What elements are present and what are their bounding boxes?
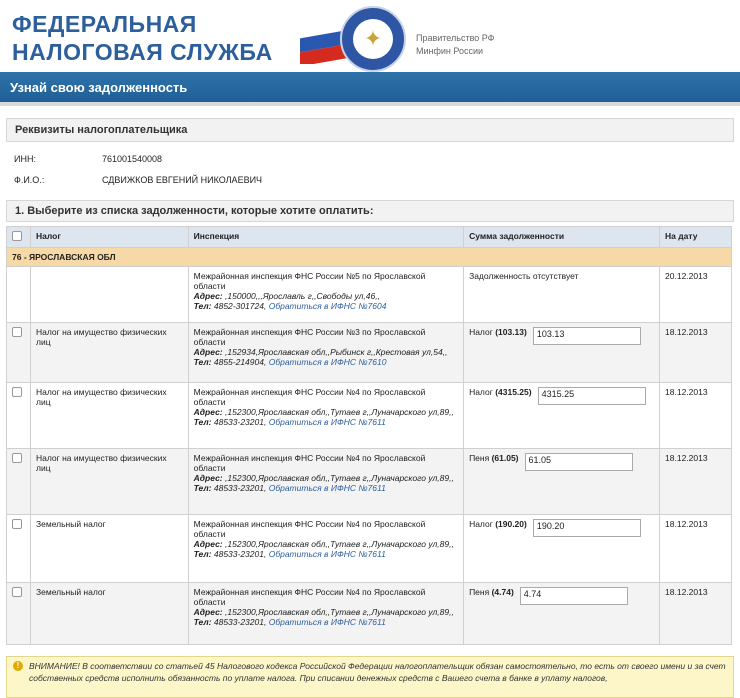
logo-line-2: НАЛОГОВАЯ СЛУЖБА: [12, 39, 273, 65]
region-label: 76 - ЯРОСЛАВСКАЯ ОБЛ: [7, 248, 732, 267]
col-header-tax: Налог: [30, 227, 188, 248]
checkbox-cell[interactable]: [7, 383, 31, 449]
phone-label: Тел:: [193, 301, 212, 311]
address-label: Адрес:: [193, 607, 223, 617]
inspection-phone: [194, 357, 458, 367]
contact-inspection-link[interactable]: Обратиться в ИФНС №7611: [268, 617, 386, 627]
amount-input[interactable]: 190.20: [533, 519, 641, 537]
sum-cell: [464, 383, 660, 449]
contact-inspection-link[interactable]: Обратиться в ИФНС №7610: [268, 357, 387, 367]
phone-label: Тел:: [193, 483, 212, 493]
sum-cell: [464, 449, 660, 515]
phone-value: 4855-214904,: [213, 357, 267, 367]
divider: [0, 102, 740, 106]
inspection-address: [194, 407, 458, 417]
address-value: ,150000,,,Ярославль г,,Свободы ул,46,,: [225, 291, 380, 301]
table-row: [7, 583, 732, 645]
inspection-cell: [188, 583, 463, 645]
tax-name: [30, 267, 188, 323]
date-cell: 18.12.2013: [660, 383, 732, 449]
phone-value: 48533-23201,: [213, 483, 267, 493]
sum-kind: Налог: [469, 327, 493, 337]
sum-value: (103.13): [495, 327, 527, 337]
table-row: [7, 449, 732, 515]
select-all-checkbox[interactable]: [12, 231, 22, 241]
sum-cell: [464, 583, 660, 645]
address-label: Адрес:: [193, 539, 223, 549]
inspection-address: [194, 347, 458, 357]
row-checkbox[interactable]: [12, 587, 22, 597]
sum-cell: [464, 267, 660, 323]
step-1-title: 1. Выберите из списка задолженности, которые хотите оплатить:: [15, 205, 374, 217]
inn-value: 761001540008: [102, 154, 163, 164]
inspection-cell: [188, 323, 463, 383]
address-value: ,152300,Ярославская обл,,Тутаев г,,Луначарского ул,89,,: [225, 407, 454, 417]
warning-icon: !: [13, 661, 23, 671]
requisites-header: [6, 118, 734, 142]
logo-line-1: ФЕДЕРАЛЬНАЯ: [12, 11, 197, 37]
inspection-phone: [194, 617, 458, 627]
inspection-name: Межрайонная инспекция ФНС России №4 по Ярославской области: [193, 453, 426, 473]
phone-value: 48533-23201,: [213, 549, 267, 559]
inspection-name: Межрайонная инспекция ФНС России №4 по Ярославской области: [193, 387, 426, 407]
contact-inspection-link[interactable]: Обратиться в ИФНС №7611: [268, 417, 386, 427]
amount-input[interactable]: 103.13: [533, 327, 641, 345]
phone-value: 4852-301724,: [213, 301, 267, 311]
site-header: [0, 0, 740, 70]
inspection-phone: [194, 417, 458, 427]
gov-link-government[interactable]: Правительство РФ: [416, 33, 495, 43]
col-header-inspection: Инспекция: [188, 227, 463, 248]
tax-name: Налог на имущество физических лиц: [30, 323, 188, 383]
amount-input[interactable]: 4.74: [520, 587, 628, 605]
gov-link-minfin[interactable]: Минфин России: [416, 46, 484, 56]
row-checkbox[interactable]: [12, 453, 22, 463]
address-value: ,152300,Ярославская обл,,Тутаев г,,Луначарского ул,89,,: [225, 607, 454, 617]
table-row: [7, 515, 732, 583]
inspection-name: Межрайонная инспекция ФНС России №3 по Ярославской области: [193, 327, 426, 347]
checkbox-cell[interactable]: [7, 583, 31, 645]
table-row: [7, 267, 732, 323]
page-title-bar: [0, 72, 740, 102]
select-all-cell[interactable]: [7, 227, 31, 248]
table-row: [7, 323, 732, 383]
tax-name: Земельный налог: [30, 583, 188, 645]
inspection-name: Межрайонная инспекция ФНС России №4 по Ярославской области: [193, 519, 426, 539]
sum-kind: Пеня: [469, 453, 490, 463]
tax-name: Налог на имущество физических лиц: [30, 449, 188, 515]
inspection-cell: [188, 515, 463, 583]
sum-value: (190.20): [495, 519, 527, 529]
sum-kind: Пеня: [469, 587, 490, 597]
table-row: [7, 383, 732, 449]
inspection-name: Межрайонная инспекция ФНС России №5 по Ярославской области: [193, 271, 426, 291]
sum-status: Задолженность отсутствует: [469, 271, 579, 281]
inspection-name: Межрайонная инспекция ФНС России №4 по Ярославской области: [193, 587, 426, 607]
fio-value: СДВИЖКОВ ЕВГЕНИЙ НИКОЛАЕВИЧ: [102, 175, 263, 185]
table-header-row: [7, 227, 732, 248]
address-value: ,152934,Ярославская обл,,Рыбинск г,,Крестовая ул,54,,: [225, 347, 448, 357]
warning-text: ВНИМАНИЕ! В соответствии со статьей 45 Налогового кодекса Российской Федерации налогоплательщик обязан самостоятельно, то есть от своего имени и за счет собственных средств исполнить обязанность по уплате налога. При списании денежных средств с Вашего счета в банке в уплату налогов,: [29, 661, 726, 683]
row-checkbox[interactable]: [12, 387, 22, 397]
inspection-phone: [194, 483, 458, 493]
inspection-phone: [194, 549, 458, 559]
sum-cell: [464, 515, 660, 583]
checkbox-cell[interactable]: [7, 323, 31, 383]
step-1-header: [6, 200, 734, 222]
fns-emblem-icon: ✦: [340, 6, 406, 72]
sum-kind: Налог: [469, 519, 493, 529]
tax-name: Земельный налог: [30, 515, 188, 583]
sum-value: (4.74): [491, 587, 514, 597]
col-header-date: На дату: [660, 227, 732, 248]
row-checkbox[interactable]: [12, 519, 22, 529]
address-label: Адрес:: [193, 347, 223, 357]
region-row: [7, 248, 732, 267]
checkbox-cell[interactable]: [7, 515, 31, 583]
inn-label: ИНН:: [14, 154, 36, 164]
address-value: ,152300,Ярославская обл,,Тутаев г,,Луначарского ул,89,,: [225, 473, 454, 483]
date-cell: 18.12.2013: [660, 323, 732, 383]
phone-label: Тел:: [193, 617, 212, 627]
phone-label: Тел:: [193, 357, 212, 367]
fio-label: Ф.И.О.:: [14, 175, 45, 185]
inspection-cell: [188, 383, 463, 449]
phone-value: 48533-23201,: [213, 617, 267, 627]
date-cell: 18.12.2013: [660, 449, 732, 515]
address-value: ,152300,Ярославская обл,,Тутаев г,,Луначарского ул,89,,: [225, 539, 454, 549]
col-header-sum: Сумма задолженности: [464, 227, 660, 248]
inspection-address: [194, 539, 458, 549]
sum-kind: Налог: [469, 387, 493, 397]
phone-value: 48533-23201,: [213, 417, 267, 427]
row-checkbox[interactable]: [12, 327, 22, 337]
inspection-address: [194, 291, 458, 301]
requisites-title: Реквизиты налогоплательщика: [15, 124, 188, 136]
checkbox-cell[interactable]: [7, 449, 31, 515]
sum-value: (4315.25): [495, 387, 532, 397]
page-title: Узнай свою задолженность: [10, 80, 188, 95]
phone-label: Тел:: [193, 549, 212, 559]
inspection-address: [194, 473, 458, 483]
inspection-phone: [194, 301, 458, 311]
tax-name: Налог на имущество физических лиц: [30, 383, 188, 449]
date-cell: 18.12.2013: [660, 515, 732, 583]
address-label: Адрес:: [193, 473, 223, 483]
address-label: Адрес:: [193, 291, 223, 301]
gov-links: [416, 32, 495, 58]
inspection-address: [194, 607, 458, 617]
fns-logo-text[interactable]: [12, 10, 273, 66]
phone-label: Тел:: [193, 417, 212, 427]
sum-value: (61.05): [491, 453, 519, 463]
date-cell: 18.12.2013: [660, 583, 732, 645]
date-cell: 20.12.2013: [660, 267, 732, 323]
inspection-cell: [188, 449, 463, 515]
amount-input[interactable]: 4315.25: [538, 387, 646, 405]
sum-cell: [464, 323, 660, 383]
amount-input[interactable]: 61.05: [525, 453, 633, 471]
contact-inspection-link[interactable]: Обратиться в ИФНС №7611: [268, 483, 386, 493]
warning-box: [6, 656, 734, 698]
contact-inspection-link[interactable]: Обратиться в ИФНС №7611: [268, 549, 386, 559]
checkbox-cell[interactable]: [7, 267, 31, 323]
inspection-cell: [188, 267, 463, 323]
contact-inspection-link[interactable]: Обратиться в ИФНС №7604: [268, 301, 387, 311]
address-label: Адрес:: [193, 407, 223, 417]
debts-table: [6, 226, 732, 645]
